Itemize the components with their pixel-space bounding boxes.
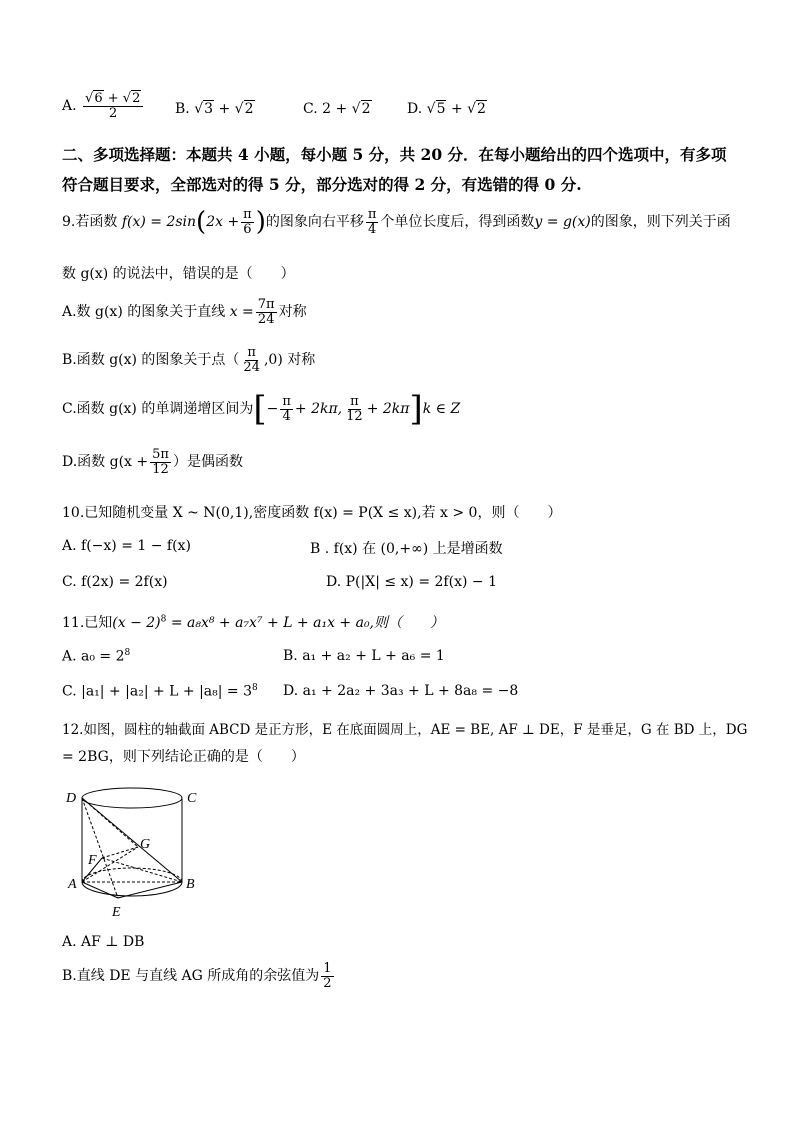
numerator: π [350,393,359,409]
radicand: 3 [204,101,214,117]
option-label: C. [303,101,318,117]
label-c: C [187,791,197,806]
q10-option-b: B . f(x) 在 (0,+∞) 上是增函数 [310,541,503,557]
q12-option-b [62,962,336,990]
numerator: π [282,393,291,409]
radicand: 5 [436,101,446,117]
exponent: 8 [124,648,131,658]
label-e: E [112,905,121,920]
denominator: 4 [282,408,291,424]
q8-option-b: B. √3 + √2 [175,101,254,117]
denominator: 24 [243,359,260,375]
q10-option-d: D. P(|X| ≤ x) = 2f(x) − 1 [326,574,497,590]
radicand: 2 [361,101,371,117]
operator: − [266,401,279,417]
label-f: F [88,853,97,868]
q10-option-a: A. f(−x) = 1 − f(x) [62,538,191,554]
text: ）是偶函数 [172,454,243,471]
text: D.函数 g(x + [62,454,149,471]
numerator: π [243,207,252,222]
radicand: 2 [477,101,486,117]
math-expression: y = g(x) [534,214,591,231]
math-expression: = a₈x⁸ + a₇x⁷ + L + a₁x + a₀,则（ ） [170,615,445,631]
q9-option-c: C.函数 g(x) 的单调递增区间为[− $\frac{\pi}{4}$ + 2kπ, $\frac{\pi}{12}$ + 2kπ]k ∈ Z [62,389,461,429]
text: A.数 g(x) 的图象关于直线 [62,304,226,321]
denominator: 2 [109,105,118,121]
text: C.函数 g(x) 的单调递增区间为 [62,401,254,417]
operator: + [218,101,231,117]
fraction: $\frac{√6 + √2}{2}$ [83,92,143,120]
segment-db [82,798,182,882]
denominator: 24 [257,311,275,327]
q10-option-c: C. f(2x) = 2f(x) [62,574,168,590]
numerator: 7π [257,297,275,312]
q9-option-d [62,448,243,476]
math-expression: A. a₀ = 2 [62,648,125,665]
math-expression: x = [229,304,254,321]
math-expression: C. |a₁| + |a₂| + L + |a₈| = 3 [62,683,253,700]
q10-stem: 10.已知随机变量 X ~ N(0,1),密度函数 f(x) = P(X ≤ x),若 x > 0，则（ ） [62,505,562,521]
label-d: D [66,791,77,806]
q8-option-a [62,91,145,121]
q9-option-b [62,346,315,374]
fraction [150,448,171,476]
q12-stem-line2: = 2BG，则下列结论正确的是（ ） [62,749,305,765]
label-g: G [140,837,151,852]
section-heading-line1: 二、多项选择题：本题共 4 小题，每小题 5 分，共 20 分．在每小题给出的四个选项中，有多项 [62,145,727,164]
fraction [241,346,262,374]
top-ellipse [82,788,182,808]
denominator: 12 [152,461,169,477]
q11-option-a [62,648,130,665]
denominator: 12 [346,408,363,424]
cylinder-figure [60,780,210,929]
fraction [280,395,293,423]
exponent: 8 [160,614,167,625]
numerator: π [247,345,256,360]
radicand: 2 [132,91,141,106]
denominator: 4 [368,221,377,237]
q12-stem-line1: 12.如图，圆柱的轴截面 ABCD 是正方形，E 在底面圆周上，AE = BE, AF ⊥ DE，F 是垂足，G 在 BD 上，DG [62,722,748,738]
q8-option-d: D. √5 + √2 [407,101,486,117]
radicand: 6 [94,91,103,106]
denominator: 6 [243,221,252,237]
segment-fb [102,858,182,882]
fraction [241,208,254,236]
bottom-ellipse-back [82,868,182,882]
operator: + [107,91,119,106]
exponent: 8 [252,683,258,693]
math-expression: 2x + [206,214,240,231]
q9-stem: 9.若函数 f(x) = 2sin(2x + $\frac{\pi}{6}$ )的图象向右平移 $\frac{\pi}{4}$ 个单位长度后，得到函数y = g(x)的图象，则下列关于函 [62,207,731,238]
cylinder-diagram [60,780,210,925]
label-b: B [186,877,195,892]
section-heading-line2: 符合题目要求，全部选对的得 5 分，部分选对的得 2 分，有选错的得 0 分. [62,175,582,194]
fraction [344,395,365,423]
option-label: D. [407,101,423,117]
text: ,0) 对称 [263,352,316,369]
text: 9.若函数 [62,214,122,231]
fraction [366,208,379,236]
math-expression: + 2kπ, [294,401,343,417]
option-label: B. [175,101,190,117]
q11-option-b: B. a₁ + a₂ + L + a₆ = 1 [283,648,445,664]
q11-option-d: D. a₁ + 2a₂ + 3a₃ + L + 8a₈ = −8 [283,683,519,699]
q8-options [62,92,145,120]
text: B.直线 DE 与直线 AG 所成角的余弦值为 [62,968,320,985]
numerator: π [367,207,377,222]
math-expression: k ∈ Z [422,401,461,417]
q9-option-a [62,298,307,326]
numerator: 5π [152,447,169,462]
q11-stem [62,612,444,632]
denominator: 2 [323,975,332,991]
math-expression: (x − 2) [112,615,161,631]
text: 的图象，则下列关于函 [590,214,731,231]
math-expression: f(x) = 2sin [121,214,197,231]
numerator: 1 [323,961,332,976]
operator: + [450,101,463,117]
text: 11.已知 [62,615,113,631]
fraction [256,298,277,326]
math-expression: + 2kπ [366,401,410,417]
radicand: 2 [244,101,254,117]
text: B.函数 g(x) 的图象关于点（ [62,352,240,369]
text: 个单位长度后，得到函数 [380,214,535,231]
q11-option-c [62,683,258,700]
q8-option-c: C. 2 + √2 [303,101,371,117]
q12-option-a: A. AF ⊥ DB [62,934,145,950]
text: 的图象向右平移 [265,214,364,231]
expression: 2 + [322,101,348,117]
option-label: A. [62,98,77,115]
q9-stem-line2: 数 g(x) 的说法中，错误的是（ ） [62,266,295,282]
segment-fg [102,847,138,858]
text: 对称 [278,304,307,321]
label-a: A [68,877,77,892]
fraction [321,962,333,990]
